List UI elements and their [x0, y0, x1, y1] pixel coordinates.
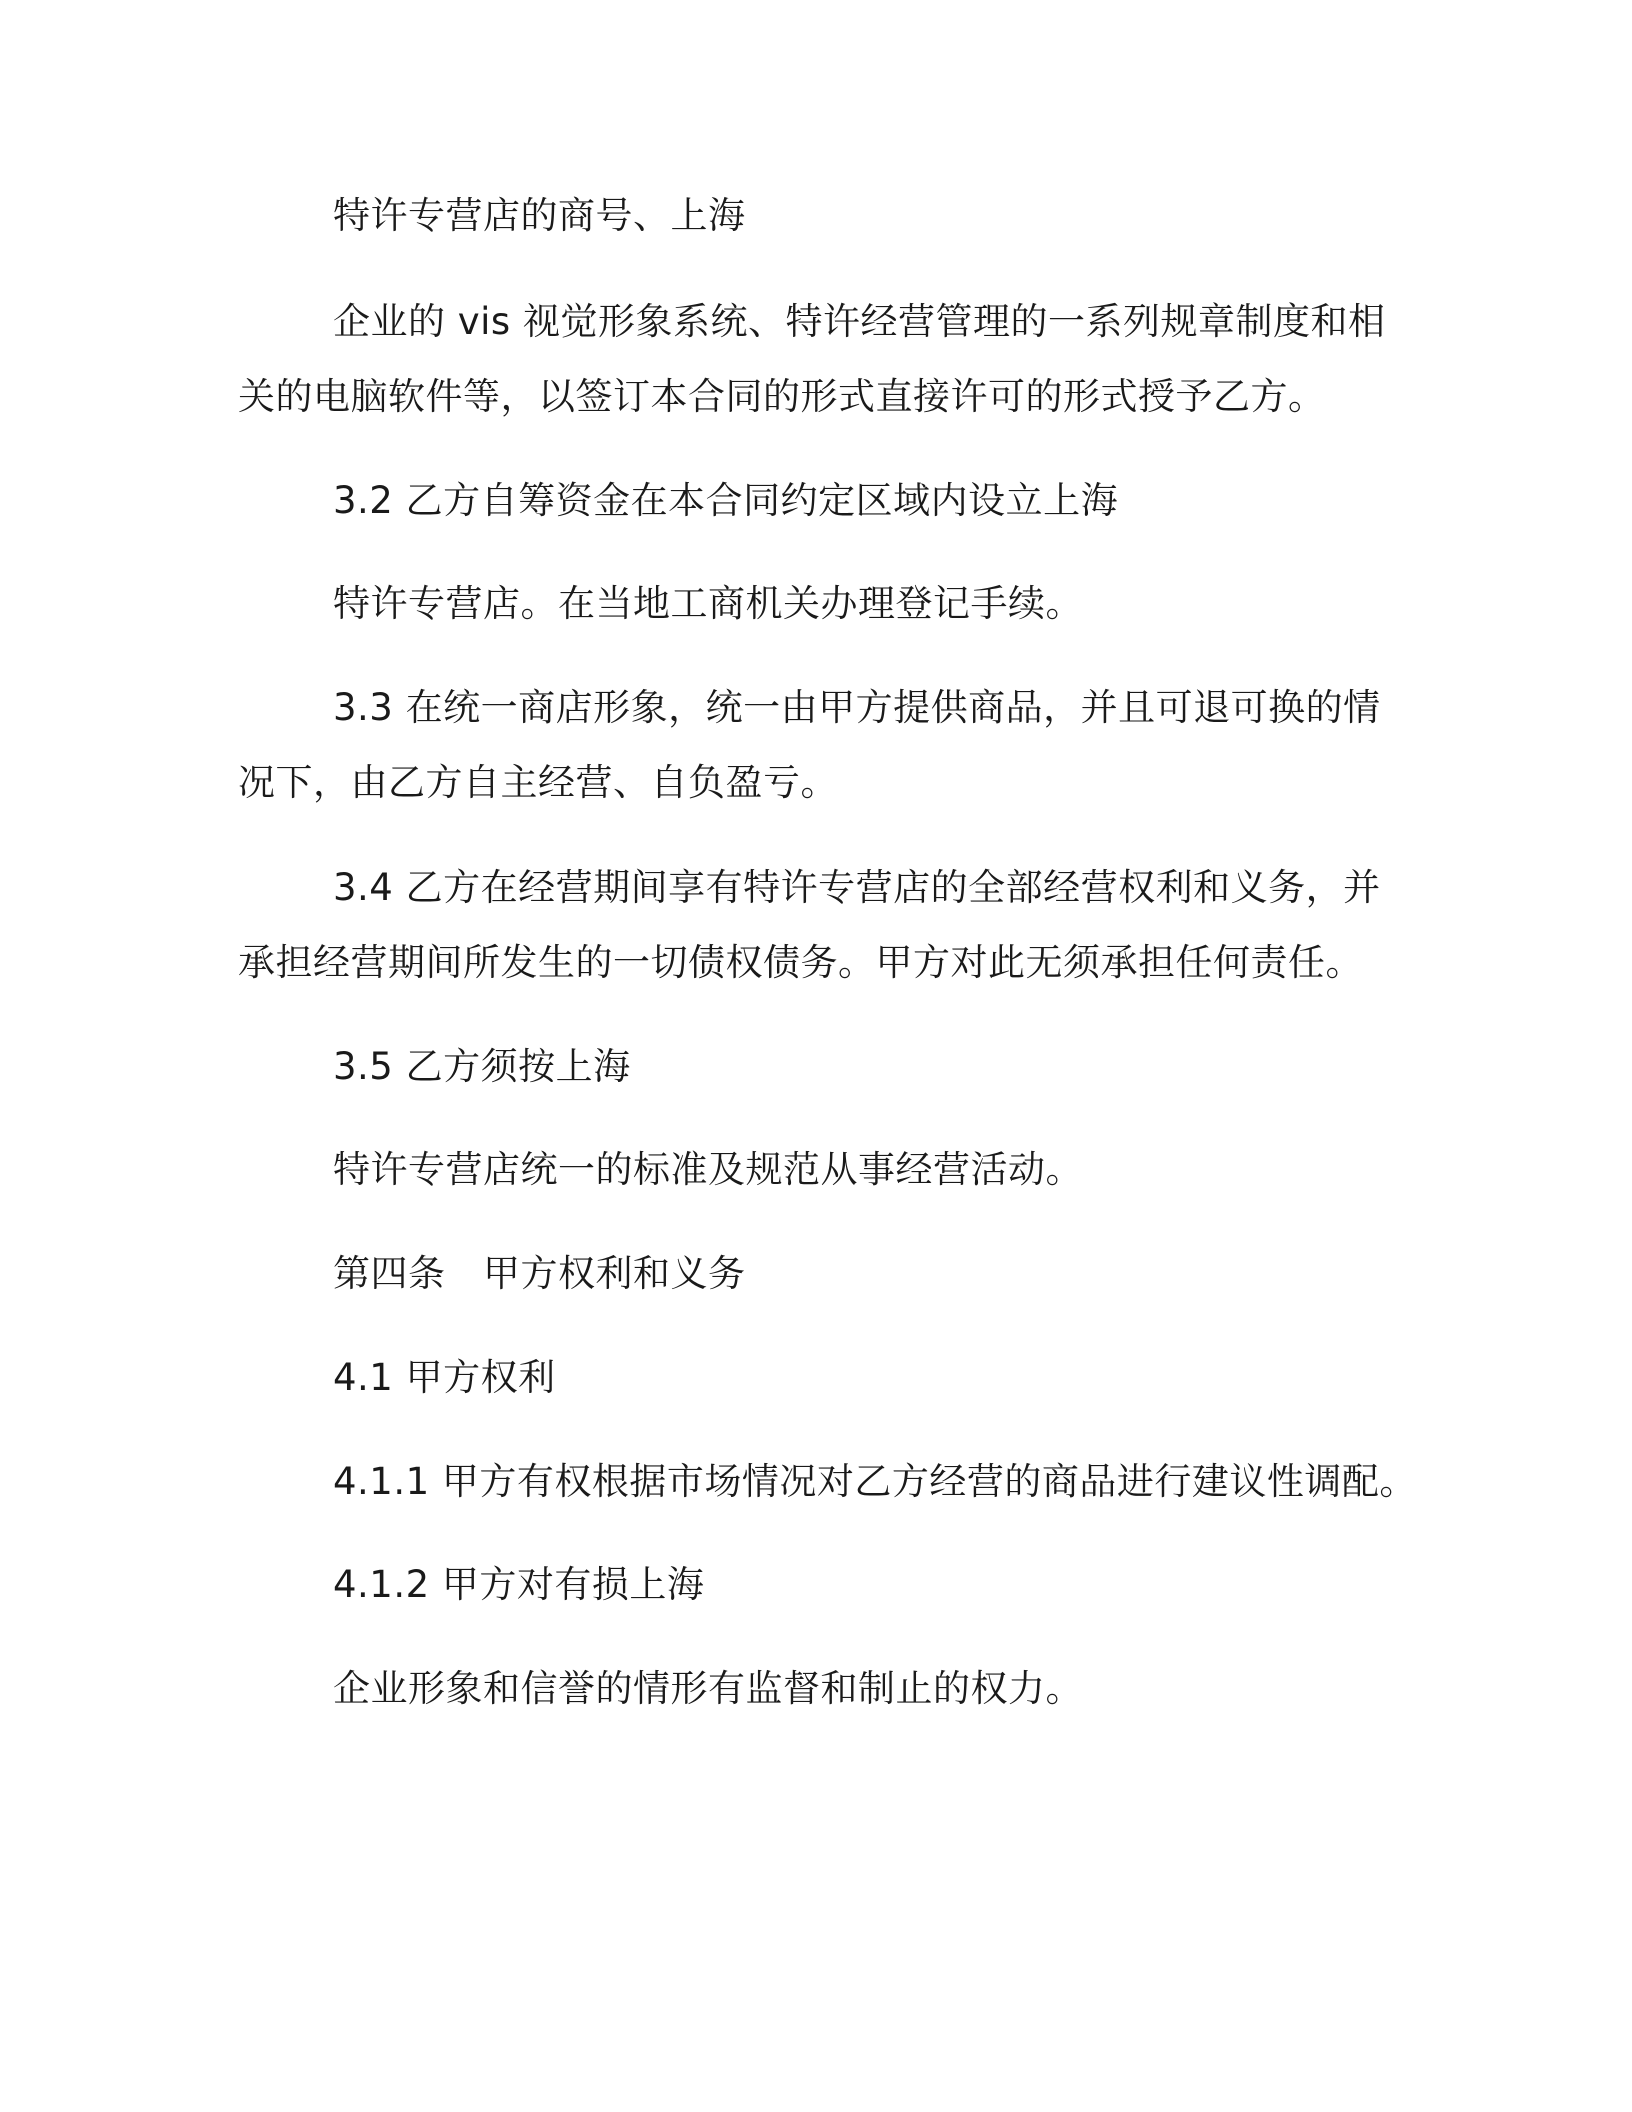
paragraph-line: 特许专营店。在当地工商机关办理登记手续。 — [333, 582, 1083, 625]
paragraph-line: 承担经营期间所发生的一切债权债务。甲方对此无须承担任何责任。 — [238, 941, 1363, 984]
paragraph-line: 关的电脑软件等，以签订本合同的形式直接许可的形式授予乙方。 — [238, 375, 1326, 418]
paragraph-line: 企业形象和信誉的情形有监督和制止的权力。 — [333, 1667, 1083, 1710]
paragraph-line: 企业的 vis 视觉形象系统、特许经营管理的一系列规章制度和相 — [333, 300, 1386, 343]
paragraph-line: 3.4 乙方在经营期间享有特许专营店的全部经营权利和义务，并 — [333, 866, 1381, 909]
subsection-heading: 4.1 甲方权利 — [333, 1356, 556, 1399]
paragraph-line: 特许专营店的商号、上海 — [333, 194, 746, 237]
paragraph-line: 特许专营店统一的标准及规范从事经营活动。 — [333, 1148, 1083, 1191]
paragraph-line: 4.1.2 甲方对有损上海 — [333, 1563, 705, 1606]
section-heading: 第四条 甲方权利和义务 — [333, 1252, 746, 1295]
paragraph-line: 3.2 乙方自筹资金在本合同约定区域内设立上海 — [333, 479, 1119, 522]
paragraph-line: 3.3 在统一商店形象，统一由甲方提供商品，并且可退可换的情 — [333, 686, 1381, 729]
paragraph-line: 4.1.1 甲方有权根据市场情况对乙方经营的商品进行建议性调配。 — [333, 1460, 1417, 1503]
paragraph-line: 3.5 乙方须按上海 — [333, 1045, 631, 1088]
paragraph-line: 况下，由乙方自主经营、自负盈亏。 — [238, 761, 838, 804]
